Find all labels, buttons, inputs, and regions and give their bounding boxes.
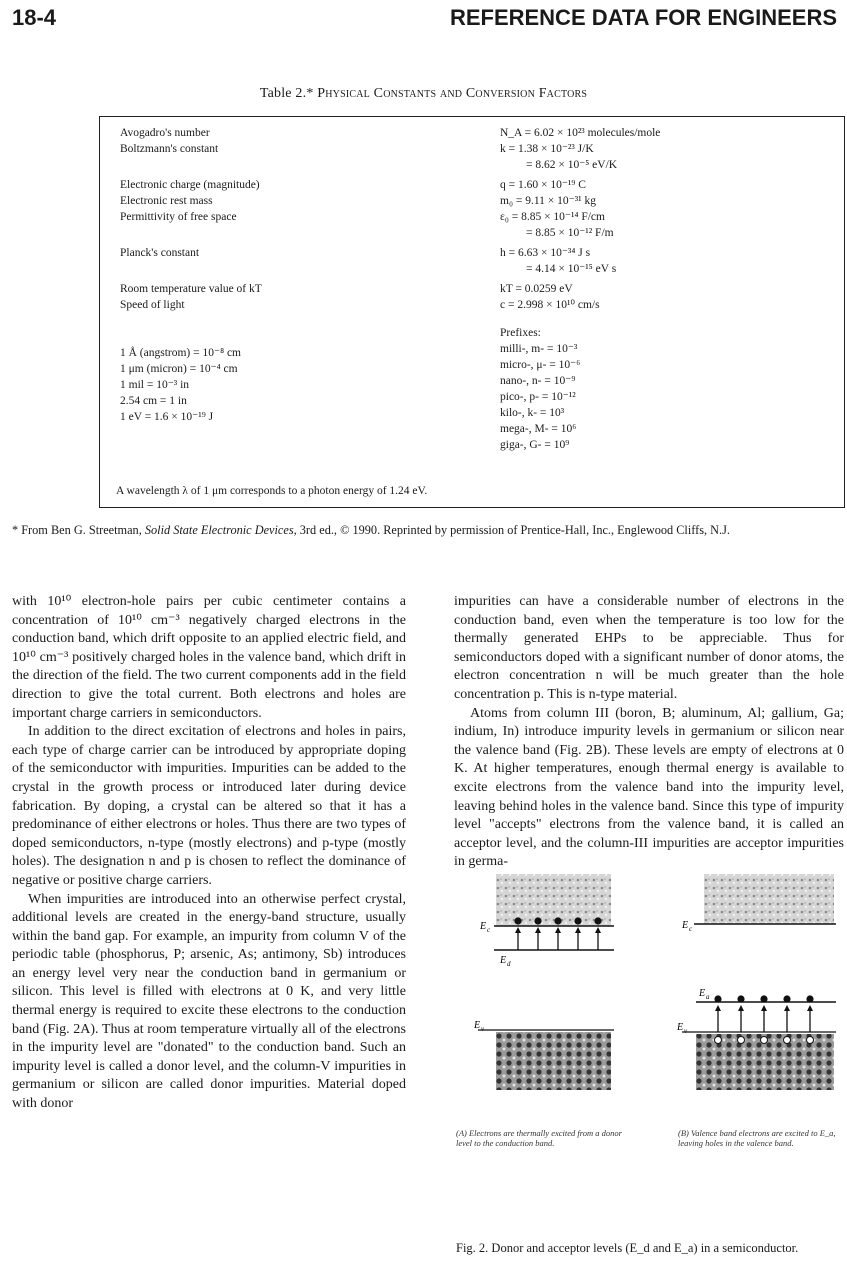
- electron-dot: [514, 917, 521, 924]
- left-text-column: [12, 593, 406, 1114]
- electron-dot: [737, 995, 744, 1002]
- electron-dot: [783, 995, 790, 1002]
- electron-dot: [534, 917, 541, 924]
- page-header: [12, 5, 837, 33]
- right-text-column: [454, 593, 844, 872]
- arrow-head: [715, 1005, 721, 1011]
- arrow-head: [575, 927, 581, 933]
- table-left-row: Permittivity of free space: [120, 211, 237, 223]
- electron-dot: [574, 917, 581, 924]
- ec-label-a: E: [480, 921, 487, 932]
- hole-circle: [784, 1037, 791, 1044]
- table-right-row: micro-, μ- = 10⁻⁶: [500, 359, 581, 371]
- table-left-row: 2.54 cm = 1 in: [120, 395, 187, 407]
- hole-circle: [738, 1037, 745, 1044]
- footnote-text-a: * From Ben G. Streetman,: [12, 523, 145, 537]
- ev-label-b: E: [677, 1022, 684, 1033]
- conduction-band-b: [704, 874, 834, 924]
- arrow-head: [807, 1005, 813, 1011]
- svg-text:c: c: [689, 925, 693, 933]
- table-left-row: Boltzmann's constant: [120, 143, 219, 155]
- figure-2: [456, 862, 846, 1170]
- table-right-row: mega-, M- = 10⁶: [500, 423, 577, 435]
- electron-dot: [554, 917, 561, 924]
- table-right-row: kilo-, k- = 10³: [500, 407, 565, 419]
- table-right-row: = 4.14 × 10⁻¹⁵ eV s: [526, 263, 617, 275]
- figure-caption: Fig. 2. Donor and acceptor levels (E_d and E_a) in a semiconductor.: [456, 1241, 799, 1255]
- page-number: 18-4: [12, 5, 57, 30]
- table-footer-note: A wavelength λ of 1 μm corresponds to a photon energy of 1.24 eV.: [116, 485, 428, 497]
- table-right-row: k = 1.38 × 10⁻²³ J/K: [500, 143, 594, 155]
- table-right-row: = 8.85 × 10⁻¹² F/m: [526, 227, 614, 239]
- svg-text:v: v: [684, 1027, 688, 1035]
- caption-a: (A) Electrons are thermally excited from a donor level to the conduction band.: [456, 1128, 622, 1148]
- table-right-row: N_A = 6.02 × 10²³ molecules/mole: [500, 127, 661, 139]
- svg-text:d: d: [507, 960, 511, 968]
- table-right-row: = 8.62 × 10⁻⁵ eV/K: [526, 159, 618, 171]
- electron-dot: [760, 995, 767, 1002]
- footnote-book-title: Solid State Electronic Devices: [144, 523, 294, 537]
- band-diagram: [456, 862, 846, 1170]
- table-left-row: Electronic rest mass: [120, 195, 213, 207]
- arrow-head: [761, 1005, 767, 1011]
- paragraph: impurities can have a considerable number of electrons in the conduction band, even when the temperature is too low for the thermally generated EHPs to be appreciable. Thus for semiconductors doped with a significant number of donor atoms, the electron concentration n will be much greater than the hole concentration p. This is n-type material.: [454, 594, 844, 702]
- table-left-row: Room temperature value of kT: [120, 283, 262, 295]
- ea-label-b: E: [699, 988, 706, 999]
- table-right-row: h = 6.63 × 10⁻³⁴ J s: [500, 247, 591, 259]
- svg-text:c: c: [487, 926, 491, 934]
- table-left-row: 1 mil = 10⁻³ in: [120, 379, 190, 391]
- table-right-row: Prefixes:: [500, 327, 541, 339]
- electron-dot: [714, 995, 721, 1002]
- table-left-row: 1 μm (micron) = 10⁻⁴ cm: [120, 363, 238, 375]
- table-right-row: m₀ = 9.11 × 10⁻³¹ kg: [500, 195, 596, 207]
- ev-label-a: E: [474, 1020, 481, 1031]
- table-right-row: q = 1.60 × 10⁻¹⁹ C: [500, 179, 586, 191]
- caption-b: (B) Valence band electrons are excited to E_a, leaving holes in the valence band.: [678, 1128, 836, 1148]
- table-right-row: c = 2.998 × 10¹⁰ cm/s: [500, 299, 600, 311]
- ec-label-b: E: [682, 920, 689, 931]
- constants-table: [99, 116, 845, 508]
- svg-text:a: a: [706, 993, 710, 1001]
- running-title: REFERENCE DATA FOR ENGINEERS: [449, 5, 837, 30]
- hole-circle: [761, 1037, 768, 1044]
- table-left-row: Speed of light: [120, 299, 185, 311]
- svg-text:v: v: [481, 1025, 485, 1033]
- arrow-head: [784, 1005, 790, 1011]
- source-footnote: [12, 522, 842, 539]
- paragraph: with 10¹⁰ electron-hole pairs per cubic centimeter contains a concentration of 10¹⁰ cm⁻³ negatively charged electrons in the conduction band, which drift opposite to an applied electric field, and 10¹⁰ cm⁻³ positively charged holes in the valence band, which drift in the direction of the field. The two current components add in the field direction to give the total current. Both electrons and holes are important charge carriers in semiconductors.: [12, 594, 406, 721]
- paragraph: When impurities are introduced into an otherwise perfect crystal, additional levels are created in the energy-band structure, usually within the band gap. For example, an impurity from column V of the periodic table (phosphorus, P; arsenic, As; antimony, Sb) introduces an energy level very near the conduction band in germanium or silicon. This level is filled with electrons at 0 K, and very little thermal energy is required to excite these electrons to the conduction band (Fig. 2A). Thus at room temperature virtually all of the electrons in the impurity level are "donated" to the conduction band. Such an impurity level is called a donor level, and the column-V impurities in germanium or silicon are called donor impurities. Material doped with donor: [12, 891, 406, 1112]
- paragraph: Atoms from column III (boron, B; aluminum, Al; gallium, Ga; indium, In) introduce impurity levels in germanium or silicon near the valence band (Fig. 2B). These levels are empty of electrons at 0 K. At higher temperatures, enough thermal energy is available to excite electrons from the valence band into the impurity level, leaving behind holes in the valence band. Since this type of impurity level "accepts" electrons from the valence band, it is called an acceptor level, and the column-III impurities are acceptor impurities in germa-: [454, 705, 844, 870]
- table-left-row: Avogadro's number: [120, 127, 210, 139]
- hole-circle: [715, 1037, 722, 1044]
- electron-dot: [806, 995, 813, 1002]
- arrow-head: [595, 927, 601, 933]
- table-caption: [0, 86, 847, 102]
- table-right-row: nano-, n- = 10⁻⁹: [500, 375, 576, 387]
- table-left-row: Planck's constant: [120, 247, 200, 259]
- arrow-head: [515, 927, 521, 933]
- arrow-head: [738, 1005, 744, 1011]
- conduction-band-a: [496, 874, 611, 926]
- electron-dot: [594, 917, 601, 924]
- table-right-row: pico-, p- = 10⁻¹²: [500, 391, 576, 403]
- paragraph: In addition to the direct excitation of electrons and holes in pairs, each type of charge carrier can be introduced by appropriate doping of the semiconductor with impurities. Impurities can be added to the crystal in the growth process or introduced later during device fabrication. By doping, a crystal can be altered so that it has a predominance of either electrons or holes. Thus there are two types of doped semiconductors, n-type (mostly electrons) and p-type (mostly holes). The designation n and p is chosen to reflect the dominance of negative or positive charge carriers.: [12, 724, 406, 888]
- arrow-head: [535, 927, 541, 933]
- table-right-row: milli-, m- = 10⁻³: [500, 343, 578, 355]
- valence-band-a: [496, 1032, 611, 1090]
- table-left-row: 1 Å (angstrom) = 10⁻⁸ cm: [120, 347, 242, 359]
- table-left-row: Electronic charge (magnitude): [120, 179, 260, 191]
- table-label: Table 2.*: [259, 86, 314, 101]
- table-title: Physical Constants and Conversion Factors: [317, 86, 588, 101]
- hole-circle: [807, 1037, 814, 1044]
- table-right-row: giga-, G- = 10⁹: [500, 439, 570, 451]
- arrow-head: [555, 927, 561, 933]
- table-right-row: ε₀ = 8.85 × 10⁻¹⁴ F/cm: [500, 211, 605, 223]
- table-right-row: kT = 0.0259 eV: [500, 283, 573, 295]
- footnote-text-b: , 3rd ed., © 1990. Reprinted by permission of Prentice-Hall, Inc., Englewood Cliffs, N.J.: [293, 523, 730, 537]
- ed-label-a: E: [500, 955, 507, 966]
- table-left-row: 1 eV = 1.6 × 10⁻¹⁹ J: [120, 411, 214, 423]
